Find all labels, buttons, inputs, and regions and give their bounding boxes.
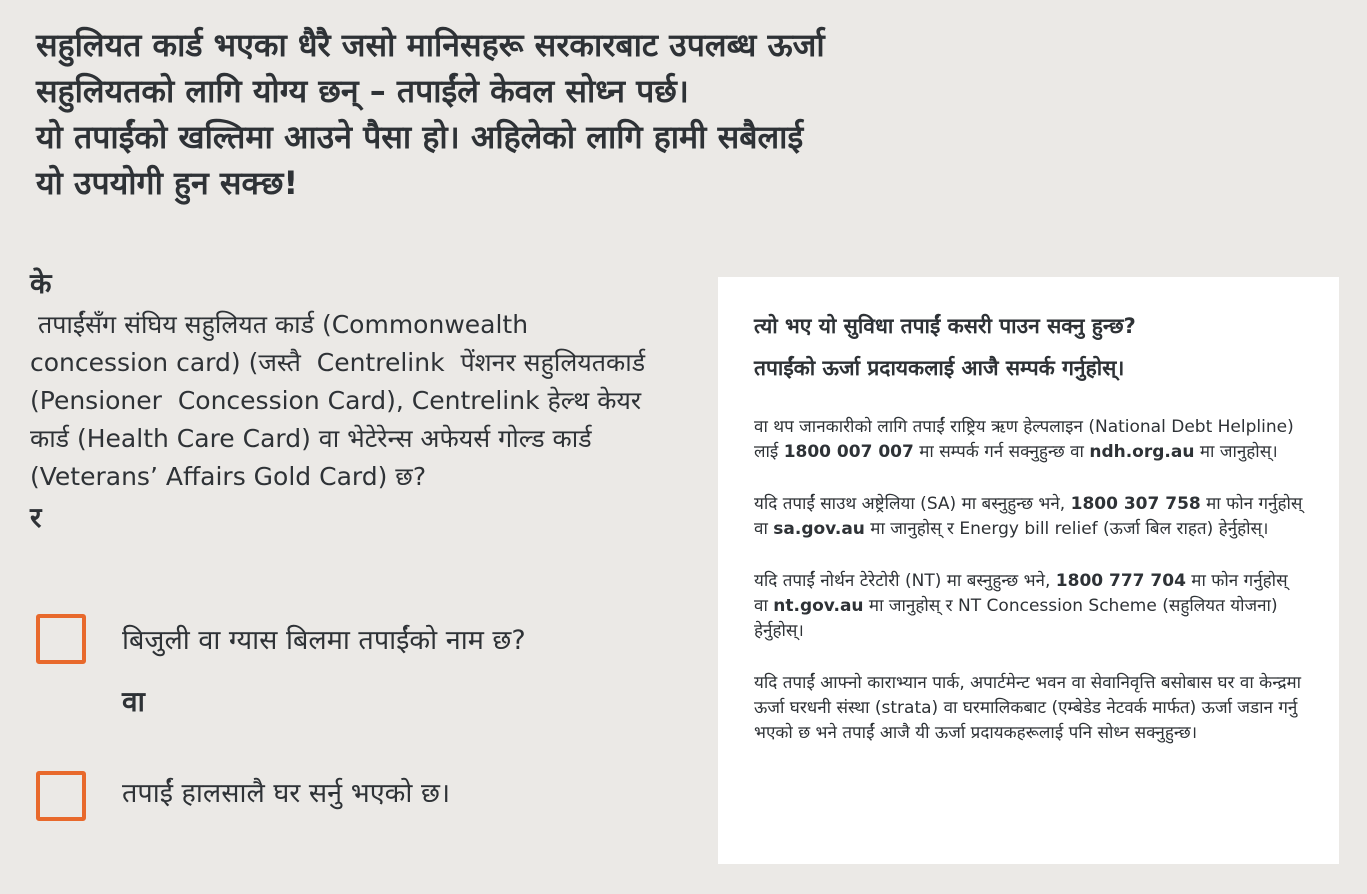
option-bill-name bbox=[36, 614, 526, 664]
corner-decoration-mask bbox=[1150, 0, 1367, 160]
or-word: वा bbox=[122, 685, 145, 718]
and-word: र bbox=[30, 501, 42, 534]
panel-heading bbox=[754, 305, 1305, 389]
helpline-text-b: मा सम्पर्क गर्न सक्नुहुन्छ वा bbox=[913, 442, 1090, 462]
bill-name-checkbox[interactable] bbox=[36, 614, 86, 664]
embedded-network-info: यदि तपाईं आफ्नो काराभ्यान पार्क, अपार्टमेन्ट भवन वा सेवानिवृत्ति बसोबास घर वा केन्द्रमा ऊर्जा घरधनी संस्था (strata) वा घरमालिकबाट (एम्बेडेड नेटवर्क मार्फत) ऊर्जा जडान गर्नु भएको छ भने तपाईं आजै यी ऊर्जा प्रदायकहरूलाई पनि सोध्न सक्नुहुन्छ। bbox=[754, 673, 1302, 743]
nt-website[interactable]: nt.gov.au bbox=[773, 596, 864, 616]
headline-line-1: सहुलियत कार्ड भएका धैरै जसो मानिसहरू सरकारबाट उपलब्ध ऊर्जा bbox=[36, 26, 825, 64]
nt-text-b: मा फोन गर्नुहोस् वा bbox=[754, 571, 1288, 616]
bill-name-label: बिजुली वा ग्यास बिलमा तपाईंको नाम छ? bbox=[122, 625, 526, 656]
national-debt-helpline-info bbox=[754, 415, 1305, 465]
nt-phone: 1800 777 704 bbox=[1055, 571, 1186, 591]
sa-website[interactable]: sa.gov.au bbox=[773, 519, 865, 539]
headline-line-2: सहुलियतको लागि योग्य छन् – तपाईंले केवल सोध्न पर्छ। bbox=[36, 72, 689, 110]
how-to-get-panel bbox=[718, 277, 1339, 864]
helpline-text-a: वा थप जानकारीको लागि तपाईं राष्ट्रिय ऋण हेल्पलाइन (National Debt Helpline) लाई bbox=[754, 417, 1294, 462]
headline bbox=[36, 22, 1146, 206]
nt-text-a: यदि तपाईं नोर्थन टेरेटोरी (NT) मा बस्नुहुन्छ भने, bbox=[754, 571, 1056, 591]
helpline-text-c: मा जानुहोस्। bbox=[1194, 442, 1278, 462]
eligibility-section bbox=[30, 262, 670, 540]
nt-text-c: मा जानुहोस् र NT Concession Scheme (सहुलियत योजना) हेर्नुहोस्। bbox=[754, 596, 1278, 641]
sa-text-a: यदि तपाईं साउथ अष्ट्रेलिया (SA) मा बस्नुहुन्छ भने, bbox=[754, 494, 1071, 514]
panel-heading-line-2: तपाईंको ऊर्जा प्रदायकलाई आजै सम्पर्क गर्नुहोस्। bbox=[754, 356, 1125, 380]
sa-text-b: मा फोन गर्नुहोस् वा bbox=[754, 494, 1303, 539]
northern-territory-info bbox=[754, 569, 1305, 644]
south-australia-info bbox=[754, 492, 1305, 542]
if-word: के bbox=[30, 267, 52, 300]
helpline-website[interactable]: ndh.org.au bbox=[1089, 442, 1195, 462]
headline-line-4: यो उपयोगी हुन सक्छ! bbox=[36, 164, 299, 202]
moved-house-checkbox[interactable] bbox=[36, 771, 86, 821]
panel-heading-line-1: त्यो भए यो सुविधा तपाईं कसरी पाउन सक्नु हुन्छ? bbox=[754, 314, 1136, 338]
sa-text-c: मा जानुहोस् र Energy bill relief (ऊर्जा बिल राहत) हेर्नुहोस्। bbox=[864, 519, 1269, 539]
headline-line-3: यो तपाईंको खल्तिमा आउने पैसा हो। अहिलेको लागि हामी सबैलाई bbox=[36, 118, 804, 156]
option-moved-house bbox=[36, 771, 451, 821]
helpline-phone: 1800 007 007 bbox=[783, 442, 914, 462]
sa-phone: 1800 307 758 bbox=[1070, 494, 1201, 514]
concession-card-question: तपाईंसँग संघिय सहुलियत कार्ड (Commonwealth concession card) (जस्तै Centrelink पेंशनर सहुलियतकार्ड (Pensioner Concession Card), Centrelink हेल्थ केयर कार्ड (Health Care Card) वा भेटेरेन्स अफेयर्स गोल्ड कार्ड (Veterans’ Affairs Gold Card) छ? bbox=[30, 310, 654, 491]
moved-house-label: तपाईं हालसालै घर सर्नु भएको छ। bbox=[122, 778, 451, 809]
